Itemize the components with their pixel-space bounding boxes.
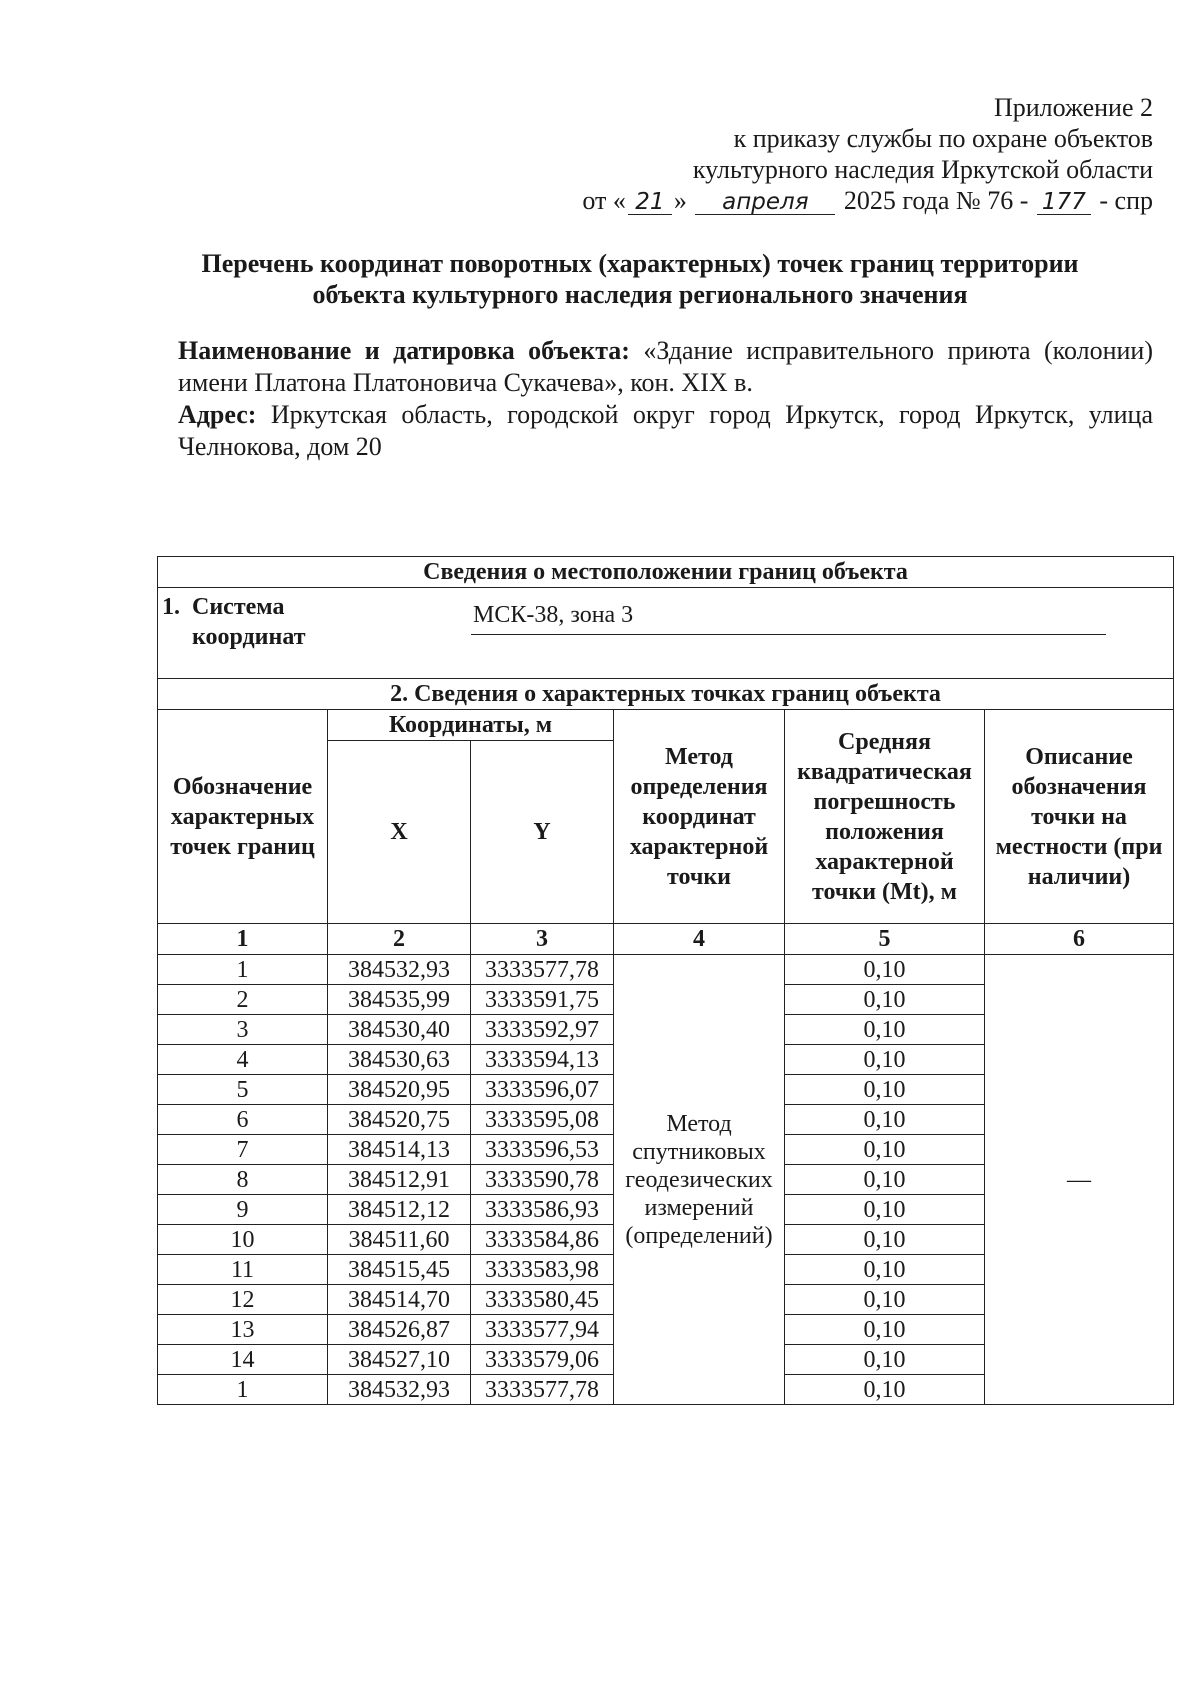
data-rows — [158, 955, 1174, 1405]
point-number-cell: 3 — [158, 1015, 328, 1045]
object-name-value: «Здание исправительного приюта (колонии) имени Платона Платоновича Сукачева», кон. XIX в. — [178, 336, 1153, 397]
section-title: Сведения о местоположении границ объекта — [158, 557, 1174, 588]
point-number-cell: 14 — [158, 1345, 328, 1375]
error-cell: 0,10 — [785, 1135, 985, 1165]
coordinates-table — [157, 556, 1174, 1405]
column-number: 1 — [158, 924, 328, 955]
handwritten-month: апреля — [695, 190, 835, 215]
y-coordinate-cell: 3333577,94 — [471, 1315, 614, 1345]
x-coordinate-cell: 384514,13 — [328, 1135, 471, 1165]
x-coordinate-cell: 384527,10 — [328, 1345, 471, 1375]
x-coordinate-cell: 384532,93 — [328, 1375, 471, 1405]
y-coordinate-cell: 3333584,86 — [471, 1225, 614, 1255]
system-underline — [471, 634, 1106, 635]
y-coordinate-cell: 3333579,06 — [471, 1345, 614, 1375]
error-cell: 0,10 — [785, 1075, 985, 1105]
error-cell: 0,10 — [785, 1315, 985, 1345]
error-cell: 0,10 — [785, 1165, 985, 1195]
table-row — [158, 955, 1174, 985]
object-address-label: Адрес: — [178, 400, 257, 429]
appendix-line-3: культурного наследия Иркутской области — [692, 155, 1153, 184]
y-coordinate-cell: 3333590,78 — [471, 1165, 614, 1195]
object-name-paragraph — [178, 335, 1153, 399]
object-info — [178, 335, 1153, 463]
column-number: 6 — [985, 924, 1174, 955]
y-coordinate-cell: 3333577,78 — [471, 955, 614, 985]
point-number-cell: 4 — [158, 1045, 328, 1075]
error-cell: 0,10 — [785, 1105, 985, 1135]
header-method: Метод определения координат характерной точки — [614, 710, 785, 924]
point-number-cell: 1 — [158, 955, 328, 985]
system-label-line-2: координат — [192, 624, 306, 650]
error-cell: 0,10 — [785, 985, 985, 1015]
point-number-cell: 5 — [158, 1075, 328, 1105]
x-coordinate-cell: 384530,63 — [328, 1045, 471, 1075]
y-coordinate-cell: 3333583,98 — [471, 1255, 614, 1285]
order-suffix: - спр — [1099, 186, 1153, 215]
x-coordinate-cell: 384512,12 — [328, 1195, 471, 1225]
date-mid: » — [673, 186, 687, 215]
y-coordinate-cell: 3333594,13 — [471, 1045, 614, 1075]
error-cell: 0,10 — [785, 1285, 985, 1315]
x-coordinate-cell: 384530,40 — [328, 1015, 471, 1045]
error-cell: 0,10 — [785, 955, 985, 985]
title-line-1: Перечень координат поворотных (характерных) точек границ территории — [201, 249, 1079, 278]
point-number-cell: 7 — [158, 1135, 328, 1165]
coordinate-system-label — [162, 592, 306, 652]
object-address-value: Иркутская область, городской округ город Иркутск, город Иркутск, улица Челнокова, дом 20 — [178, 400, 1154, 461]
point-number-cell: 2 — [158, 985, 328, 1015]
point-number-cell: 10 — [158, 1225, 328, 1255]
system-number: 1. — [162, 594, 180, 620]
header-x: X — [328, 741, 471, 924]
appendix-block — [582, 92, 1153, 216]
date-year-part: 2025 года № 76 - — [843, 186, 1029, 215]
column-number: 4 — [614, 924, 785, 955]
point-number-cell: 8 — [158, 1165, 328, 1195]
header-y: Y — [471, 741, 614, 924]
object-name-label: Наименование и датировка объекта: — [178, 336, 630, 365]
column-number: 2 — [328, 924, 471, 955]
error-cell: 0,10 — [785, 1375, 985, 1405]
x-coordinate-cell: 384535,99 — [328, 985, 471, 1015]
x-coordinate-cell: 384526,87 — [328, 1315, 471, 1345]
handwritten-order-number: 177 — [1037, 190, 1091, 215]
x-coordinate-cell: 384514,70 — [328, 1285, 471, 1315]
y-coordinate-cell: 3333596,07 — [471, 1075, 614, 1105]
method-cell: Метод спутниковых геодезических измерений (определений) — [614, 955, 785, 1405]
column-number: 3 — [471, 924, 614, 955]
header-description: Описание обозначения точки на местности (при наличии) — [985, 710, 1174, 924]
x-coordinate-cell: 384515,45 — [328, 1255, 471, 1285]
x-coordinate-cell: 384520,75 — [328, 1105, 471, 1135]
header-designation: Обозначение характерных точек границ — [158, 710, 328, 924]
date-prefix: от « — [582, 186, 626, 215]
y-coordinate-cell: 3333596,53 — [471, 1135, 614, 1165]
x-coordinate-cell: 384511,60 — [328, 1225, 471, 1255]
error-cell: 0,10 — [785, 1015, 985, 1045]
point-number-cell: 1 — [158, 1375, 328, 1405]
point-number-cell: 12 — [158, 1285, 328, 1315]
description-cell: — — [985, 955, 1174, 1405]
document-title — [120, 248, 1160, 310]
x-coordinate-cell: 384520,95 — [328, 1075, 471, 1105]
title-line-2: объекта культурного наследия регионального значения — [312, 280, 968, 309]
system-label-line-1: Система — [192, 594, 285, 620]
object-address-paragraph — [178, 399, 1153, 463]
y-coordinate-cell: 3333580,45 — [471, 1285, 614, 1315]
appendix-line-2: к приказу службы по охране объектов — [733, 124, 1153, 153]
coordinate-system-cell — [158, 588, 1174, 679]
y-coordinate-cell: 3333577,78 — [471, 1375, 614, 1405]
error-cell: 0,10 — [785, 1195, 985, 1225]
point-number-cell: 6 — [158, 1105, 328, 1135]
appendix-line-1: Приложение 2 — [993, 93, 1153, 122]
column-number: 5 — [785, 924, 985, 955]
x-coordinate-cell: 384532,93 — [328, 955, 471, 985]
error-cell: 0,10 — [785, 1225, 985, 1255]
y-coordinate-cell: 3333586,93 — [471, 1195, 614, 1225]
point-number-cell: 11 — [158, 1255, 328, 1285]
handwritten-day: 21 — [628, 190, 672, 215]
x-coordinate-cell: 384512,91 — [328, 1165, 471, 1195]
error-cell: 0,10 — [785, 1255, 985, 1285]
points-section-title: 2. Сведения о характерных точках границ объекта — [158, 679, 1174, 710]
y-coordinate-cell: 3333591,75 — [471, 985, 614, 1015]
error-cell: 0,10 — [785, 1345, 985, 1375]
y-coordinate-cell: 3333592,97 — [471, 1015, 614, 1045]
point-number-cell: 13 — [158, 1315, 328, 1345]
header-coordinates: Координаты, м — [328, 710, 614, 741]
column-numbers-row — [158, 924, 1174, 955]
coordinate-system-value: МСК-38, зона 3 — [473, 602, 634, 628]
point-number-cell: 9 — [158, 1195, 328, 1225]
header-error: Средняя квадратическая погрешность положения характерной точки (Mt), м — [785, 710, 985, 924]
y-coordinate-cell: 3333595,08 — [471, 1105, 614, 1135]
appendix-date-line — [582, 185, 1153, 216]
error-cell: 0,10 — [785, 1045, 985, 1075]
